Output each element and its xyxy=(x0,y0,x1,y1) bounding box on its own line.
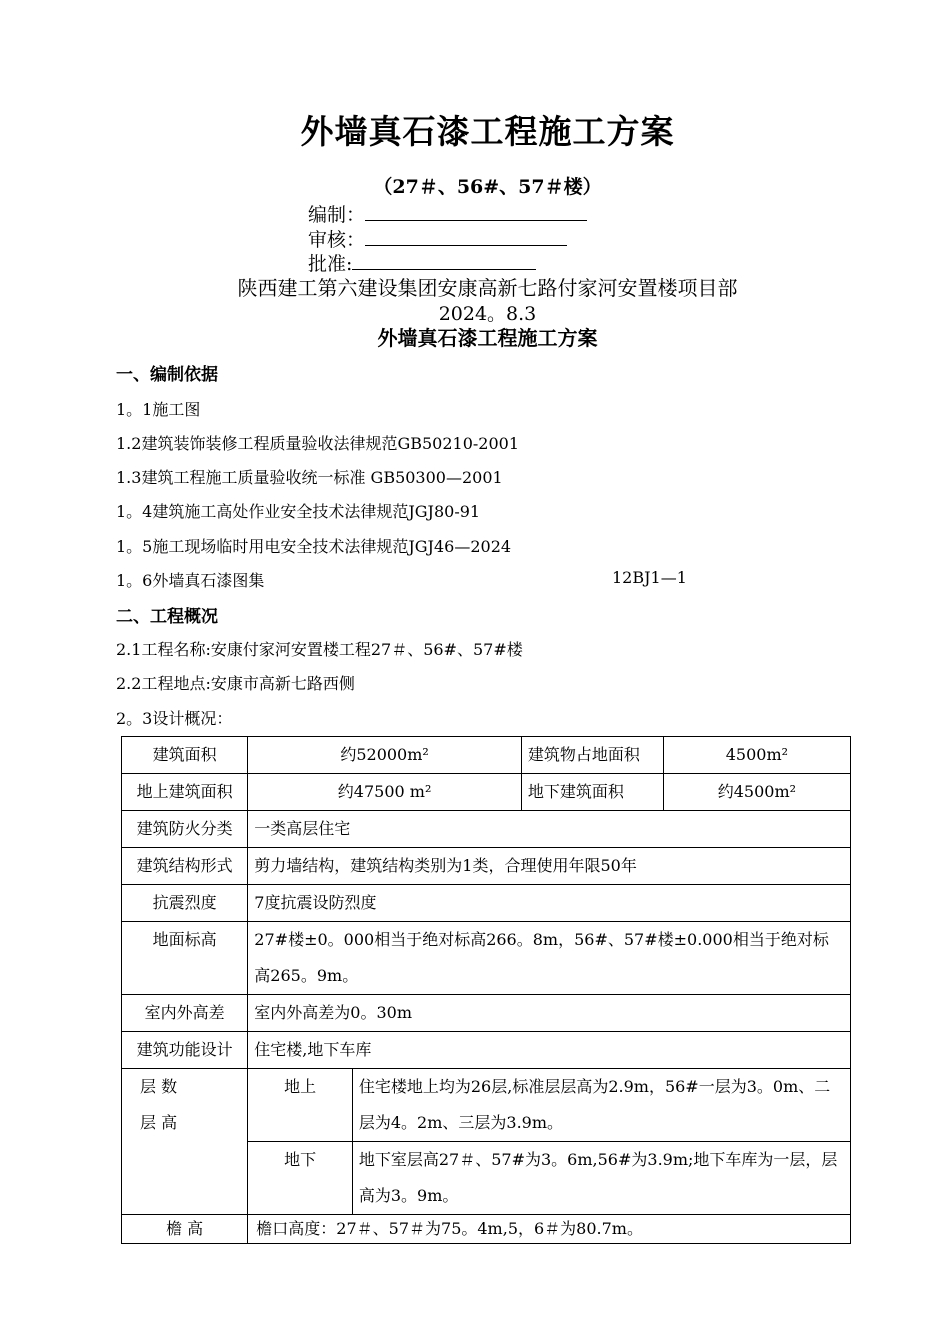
floors-label-line1: 层 数 xyxy=(140,1077,178,1096)
basis-item-3: 1.3建筑工程施工质量验收统一标准 GB50300—2001 xyxy=(116,468,503,487)
cell-label: 建筑结构形式 xyxy=(122,848,248,885)
sign-compiler xyxy=(308,200,587,227)
sign-reviewer xyxy=(308,225,567,252)
cell-value: 约47500 m² xyxy=(248,774,522,811)
cell-label: 地下 xyxy=(248,1142,353,1215)
cell-label: 地面标高 xyxy=(122,922,248,995)
basis-item-2: 1.2建筑装饰装修工程质量验收法律规范GB50210-2001 xyxy=(116,434,520,453)
basis-item-5: 1。5施工现场临时用电安全技术法律规范JGJ46—2024 xyxy=(116,537,512,556)
basis-item-1: 1。1施工图 xyxy=(116,400,201,419)
approver-label: 批准: xyxy=(308,253,353,275)
document-date: 2024。8.3 xyxy=(438,303,537,325)
table-row xyxy=(122,811,851,848)
cell-value: 约4500m² xyxy=(663,774,850,811)
cell-value: 地下室层高27＃、57#为3。6m,56#为3.9m;地下车库为一层，层高为3。9m。 xyxy=(352,1142,850,1215)
cell-value: 4500m² xyxy=(663,737,850,774)
table-row xyxy=(122,774,851,811)
cell-value: 约52000m² xyxy=(248,737,522,774)
cell-value: 剪力墙结构，建筑结构类别为1类，合理使用年限50年 xyxy=(248,848,851,885)
section-title: 外墙真石漆工程施工方案 xyxy=(377,326,598,350)
cell-value: 住宅楼,地下车库 xyxy=(248,1032,851,1069)
cell-label: 建筑面积 xyxy=(122,737,248,774)
basis-item-6: 1。6外墙真石漆图集 xyxy=(116,571,265,590)
compiler-label: 编制： xyxy=(308,204,366,226)
cell-label: 檐 高 xyxy=(122,1215,248,1244)
compiler-signature-line[interactable] xyxy=(365,202,587,221)
floors-group-label xyxy=(122,1069,248,1215)
document-title: 外墙真石漆工程施工方案 xyxy=(300,112,675,151)
table-row xyxy=(122,1215,851,1244)
cell-value: 住宅楼地上均为26层,标准层层高为2.9m，56#一层为3。0m、二层为4。2m、三层为3.9m。 xyxy=(352,1069,850,1142)
overview-item-2: 2.2工程地点:安康市高新七路西侧 xyxy=(116,674,355,693)
overview-item-3: 2。3设计概况： xyxy=(116,709,233,728)
overview-item-1: 2.1工程名称:安康付家河安置楼工程27＃、56#、57#楼 xyxy=(116,640,523,659)
cell-value: 檐口高度：27＃、57＃为75。4m,5，6＃为80.7m。 xyxy=(248,1215,851,1244)
reviewer-label: 审核： xyxy=(308,229,366,251)
reviewer-signature-line[interactable] xyxy=(365,227,567,246)
floors-label-line2: 层 高 xyxy=(140,1113,178,1132)
cell-label: 建筑功能设计 xyxy=(122,1032,248,1069)
organization: 陕西建工第六建设集团安康高新七路付家河安置楼项目部 xyxy=(237,276,738,300)
basis-item-4: 1。4建筑施工高处作业安全技术法律规范JGJ80-91 xyxy=(116,502,481,521)
cell-label: 抗震烈度 xyxy=(122,885,248,922)
cell-value: 7度抗震设防烈度 xyxy=(248,885,851,922)
table-row xyxy=(122,848,851,885)
table-row xyxy=(122,737,851,774)
table-row xyxy=(122,1032,851,1069)
table-row xyxy=(122,885,851,922)
heading-overview: 二、工程概况 xyxy=(116,607,218,627)
table-row xyxy=(122,922,851,995)
cell-label: 地上 xyxy=(248,1069,353,1142)
cell-label: 地下建筑面积 xyxy=(521,774,663,811)
heading-basis: 一、编制依据 xyxy=(116,365,218,385)
cell-label: 地上建筑面积 xyxy=(122,774,248,811)
cell-value: 一类高层住宅 xyxy=(248,811,851,848)
design-overview-table xyxy=(121,736,851,1244)
building-numbers: （27＃、56#、57＃楼） xyxy=(373,176,602,198)
approver-signature-line[interactable] xyxy=(352,251,536,270)
cell-label: 建筑物占地面积 xyxy=(521,737,663,774)
cell-label: 建筑防火分类 xyxy=(122,811,248,848)
cell-value: 室内外高差为0。30m xyxy=(248,995,851,1032)
table-row xyxy=(122,1069,851,1142)
table-row xyxy=(122,995,851,1032)
cell-label: 室内外高差 xyxy=(122,995,248,1032)
atlas-code: 12BJ1—1 xyxy=(612,568,687,587)
cell-value: 27#楼±0。000相当于绝对标高266。8m，56#、57#楼±0.000相当于绝对标高265。9m。 xyxy=(248,922,851,995)
